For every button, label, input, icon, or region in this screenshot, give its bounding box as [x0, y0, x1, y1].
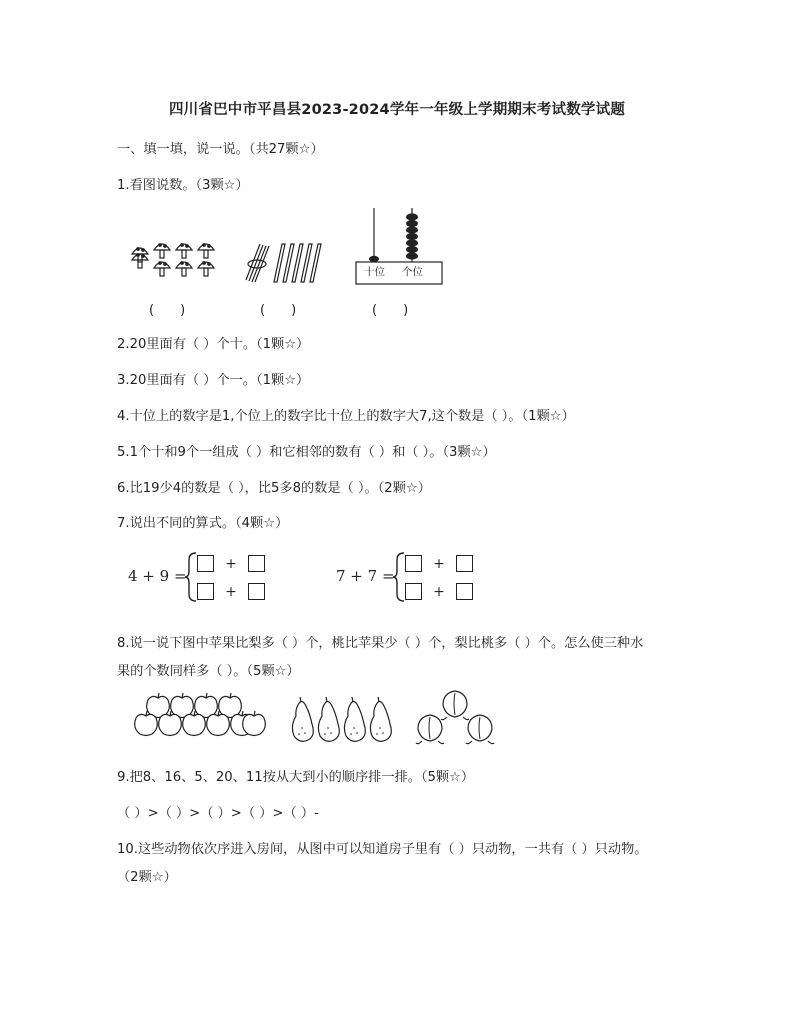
question-4: 4.十位上的数字是1,个位上的数字比十位上的数字大7,这个数是（ ）。（1颗☆） [117, 409, 575, 424]
blank-row-3 [405, 553, 473, 572]
peaches-illustration [414, 688, 496, 746]
question-8-line-1: 8.说一说下图中苹果比梨多（ ）个，桃比苹果少（ ）个，梨比桃多（ ）个。怎么使三种水 [117, 636, 644, 651]
question-6: 6.比19少4的数是（ ），比5多8的数是（ ）。（2颗☆） [117, 481, 431, 496]
counting-sticks-illustration [240, 240, 322, 286]
answer-blank-2[interactable]: ( ) [260, 303, 297, 318]
blank-row-2 [197, 581, 265, 600]
question-1: 1.看图说数。（3颗☆） [117, 178, 249, 193]
answer-box[interactable] [456, 583, 473, 600]
question-3: 3.20里面有（ ）个一。（1颗☆） [117, 373, 310, 388]
answer-box[interactable] [197, 555, 214, 572]
plus-sign: + [225, 556, 237, 572]
answer-box[interactable] [197, 583, 214, 600]
ones-label: 个位 [402, 266, 423, 278]
answer-box[interactable] [456, 555, 473, 572]
question-10-line-1: 10.这些动物依次序进入房间，从图中可以知道房子里有（ ）只动物，一共有（ ）只动物。 [117, 842, 648, 857]
page-title: 四川省巴中市平昌县2023-2024学年一年级上学期期末考试数学试题 [168, 102, 626, 118]
tens-label: 十位 [364, 266, 385, 278]
plus-sign: + [433, 584, 445, 600]
question-10-line-2: （2颗☆） [117, 870, 177, 885]
mushrooms-illustration [128, 238, 218, 288]
question-7: 7.说出不同的算式。（4颗☆） [117, 516, 289, 531]
equation-7-plus-7: 7 + 7 = [336, 567, 395, 585]
pears-illustration [290, 695, 402, 743]
answer-box[interactable] [248, 555, 265, 572]
brace-icon [392, 551, 406, 603]
apples-illustration [132, 688, 268, 740]
blank-row-4 [405, 581, 473, 600]
question-9: 9.把8、16、5、20、11按从大到小的顺序排一排。（5颗☆） [117, 770, 475, 785]
answer-blank-1[interactable]: ( ) [149, 303, 186, 318]
equation-4-plus-9: 4 + 9 = [128, 567, 187, 585]
answer-blank-3[interactable]: ( ) [372, 303, 409, 318]
answer-box[interactable] [248, 583, 265, 600]
question-8-line-2: 果的个数同样多（ ）。（5颗☆） [117, 664, 300, 679]
question-2: 2.20里面有（ ）个十。（1颗☆） [117, 337, 310, 352]
answer-box[interactable] [405, 583, 422, 600]
plus-sign: + [433, 556, 445, 572]
blank-row-1 [197, 553, 265, 572]
question-5: 5.1个十和9个一组成（ ）和它相邻的数有（ ）和（ ）。（3颗☆） [117, 445, 496, 460]
question-9-answer[interactable]: （ ）>（ ）>（ ）>（ ）>（ ）- [117, 806, 319, 821]
plus-sign: + [225, 584, 237, 600]
brace-icon [184, 551, 198, 603]
answer-box[interactable] [405, 555, 422, 572]
section-heading: 一、填一填，说一说。（共27颗☆） [117, 142, 324, 157]
